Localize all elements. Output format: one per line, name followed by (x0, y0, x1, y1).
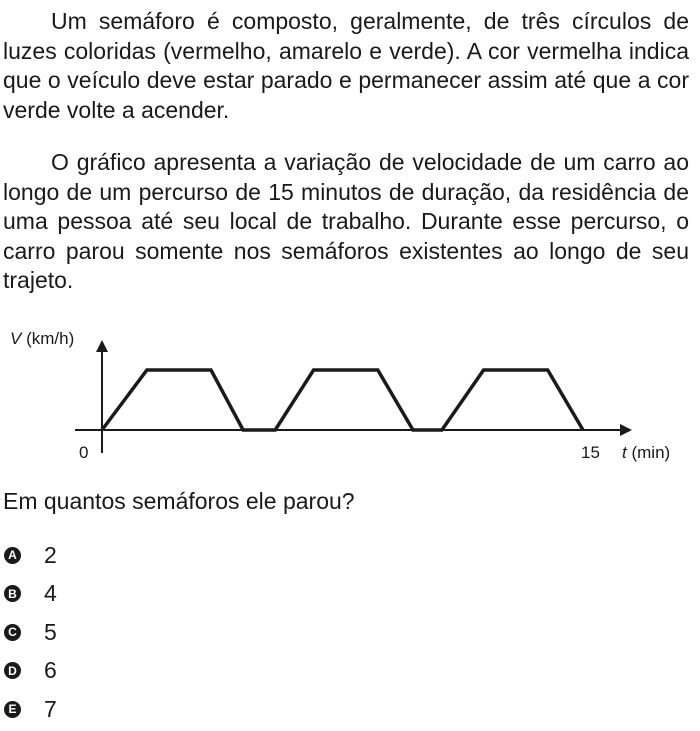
y-axis-label: V (km/h) (10, 329, 75, 348)
option-c-letter-badge: C (4, 624, 21, 641)
option-a-text: 2 (44, 541, 57, 568)
option-b-letter-badge: B (4, 585, 21, 602)
paragraph-1: Um semáforo é composto, geralmente, de três círculos de luzes coloridas (vermelho, amarelo e verde). A cor vermelha indica que o veículo deve estar parado e permanecer assim até que a cor verde volte a acender. (3, 8, 689, 123)
x-axis-arrow (620, 424, 632, 436)
paragraph-2: O gráfico apresenta a variação de velocidade de um carro ao longo de um percurso de 15 minutos de duração, da residência de uma pessoa até seu local de trabalho. Durante esse percurso, o carro parou somente nos semáforos existentes ao longo de seu trajeto. (3, 149, 689, 293)
velocity-series-line (102, 370, 583, 430)
velocity-time-chart (0, 318, 700, 473)
option-e-text: 7 (44, 695, 57, 722)
option-e[interactable] (3, 690, 57, 729)
answer-options (3, 536, 57, 729)
option-c[interactable] (3, 613, 57, 652)
option-e-letter-badge: E (4, 701, 21, 718)
y-axis-arrow (96, 340, 108, 352)
option-b-text: 4 (44, 580, 57, 607)
origin-label: 0 (79, 443, 89, 462)
option-c-text: 5 (44, 618, 57, 645)
question-text: Em quantos semáforos ele parou? (3, 488, 355, 514)
x-axis-label: t (min) (622, 443, 671, 462)
option-d[interactable] (3, 652, 57, 691)
option-a-letter-badge: A (4, 547, 21, 564)
option-d-letter-badge: D (4, 662, 21, 679)
option-d-text: 6 (44, 657, 57, 684)
x-end-tick-label: 15 (581, 443, 600, 462)
option-a[interactable] (3, 536, 57, 575)
option-b[interactable] (3, 575, 57, 614)
